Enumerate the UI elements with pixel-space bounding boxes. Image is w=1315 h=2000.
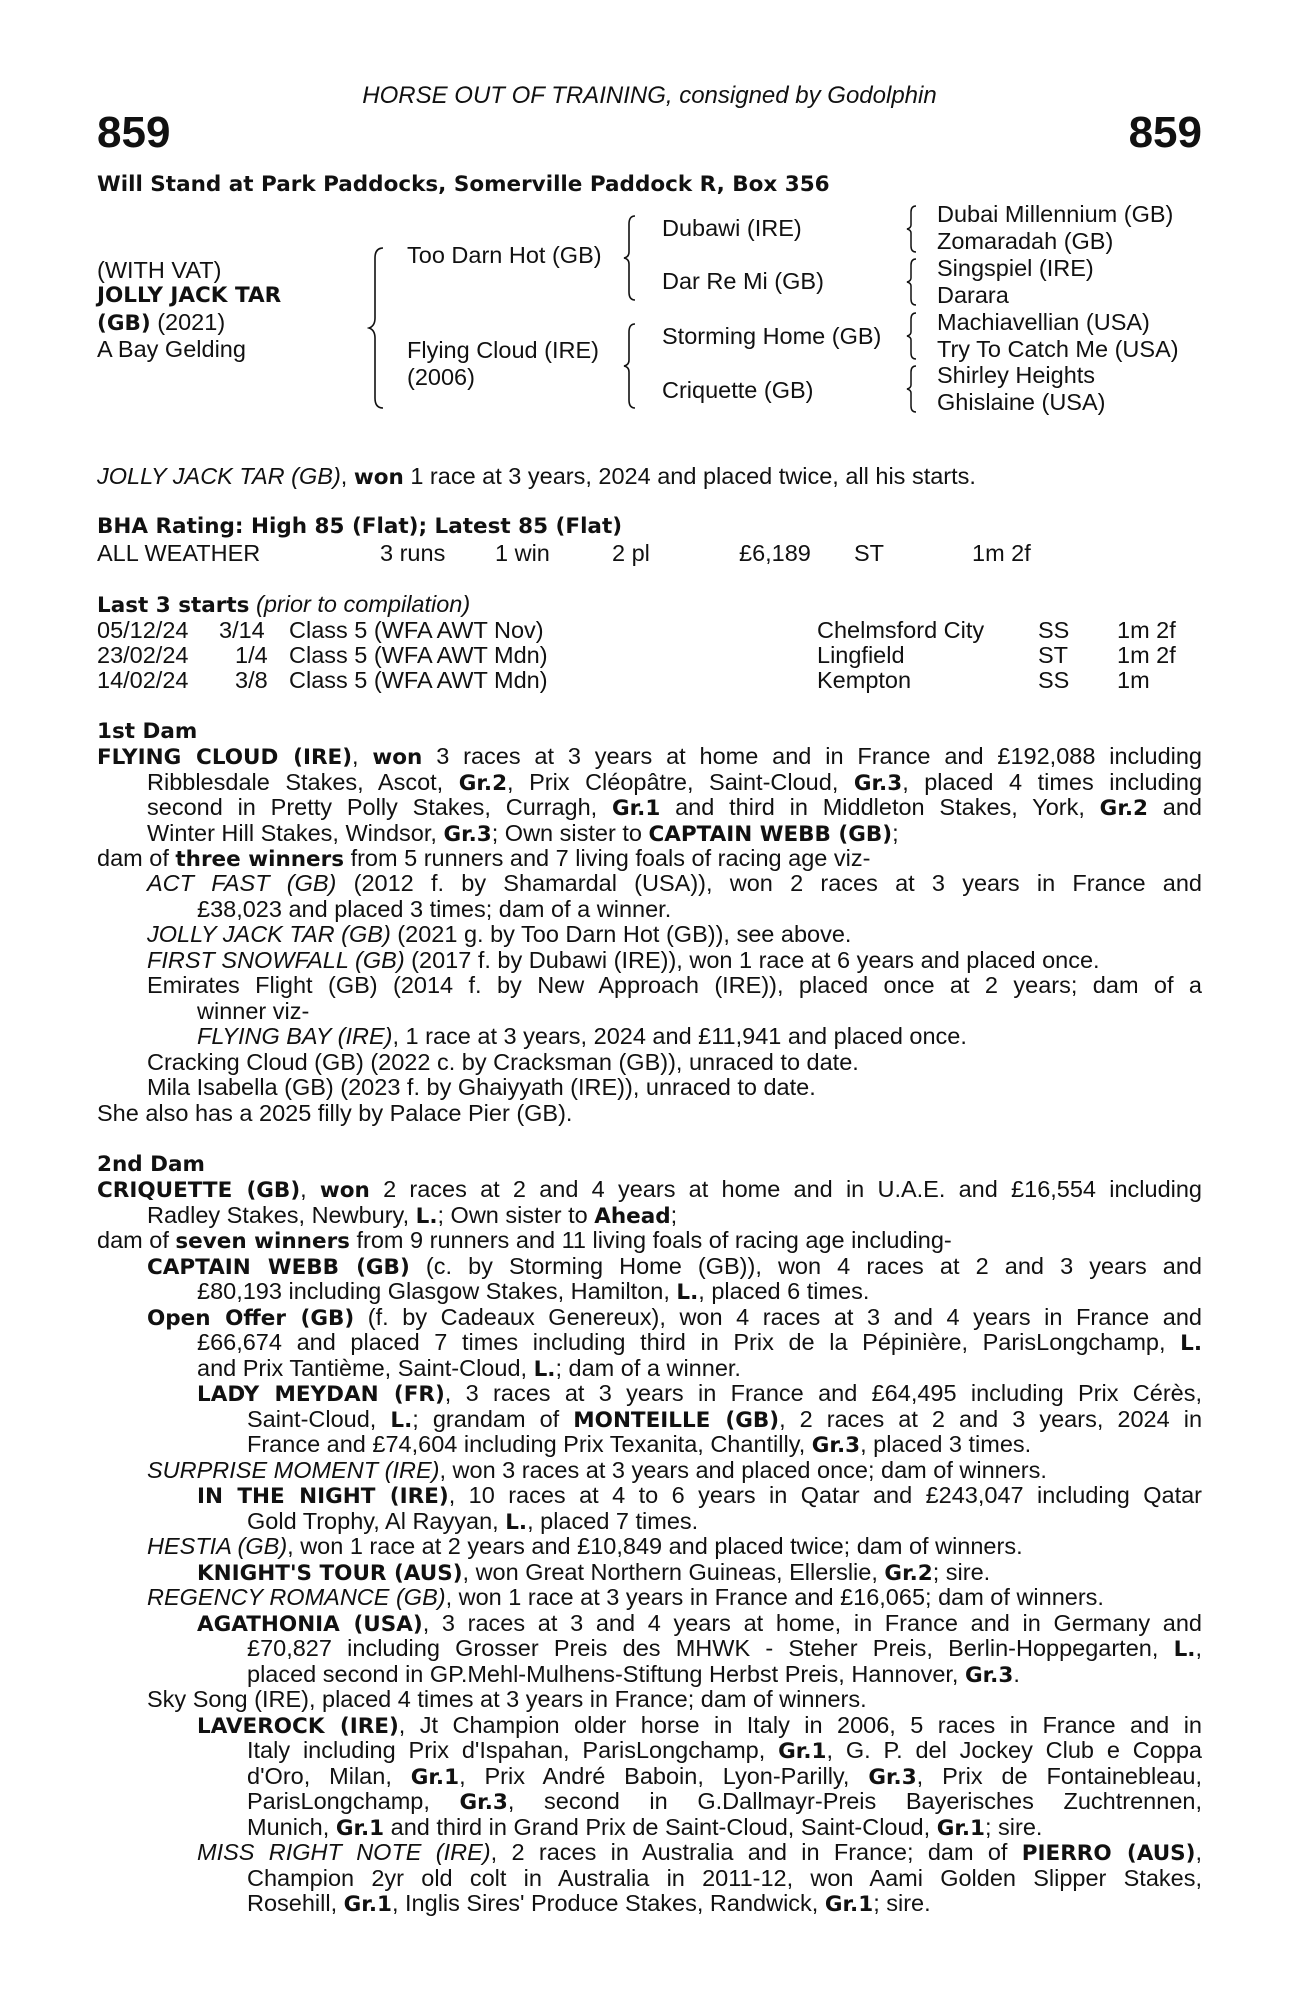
text-run: L. xyxy=(505,1510,528,1535)
text-run: Gr.1 xyxy=(824,1892,874,1917)
text-run: ; grandam of xyxy=(412,1406,574,1432)
text-run: Gr.1 xyxy=(778,1739,827,1764)
first-dam-line-1 xyxy=(97,744,1202,771)
text-run: , Jt Champion older horse in Italy in 2006, 5 races in France and in xyxy=(398,1712,1202,1738)
text-run: £70,827 including Grosser Preis des MHWK - Steher Preis, Berlin-Hoppegarten, xyxy=(247,1635,1174,1661)
text-run: Gr.2 xyxy=(458,771,508,796)
first-dam-line-14: Mila Isabella (GB) (2023 f. by Ghaiyyath (IRE)), unraced to date. xyxy=(147,1074,816,1100)
pedigree-brace-g4 xyxy=(905,364,919,414)
horse-country: (GB) xyxy=(97,311,151,336)
text-run: ; dam of a winner. xyxy=(555,1355,741,1381)
text-run: ; sire. xyxy=(873,1890,931,1916)
text-run: Gr.2 xyxy=(884,1561,933,1586)
start-surface: SS xyxy=(1038,667,1070,693)
first-dam-line-8 xyxy=(147,922,851,948)
text-run: Ahead xyxy=(594,1204,671,1229)
pedigree-brace-dam xyxy=(622,322,638,410)
text-run: , G. P. del Jockey Club e Coppa xyxy=(826,1737,1202,1763)
rating-distance: 1m 2f xyxy=(972,540,1031,566)
text-run: FIRST SNOWFALL (GB) xyxy=(147,947,405,973)
text-run: , xyxy=(1195,1635,1202,1661)
text-run: , xyxy=(1195,1839,1203,1865)
text-run: , placed 4 times including xyxy=(902,769,1203,795)
text-run: , second in G.Dallmayr-Preis Bayerisches Zuchtrennen, xyxy=(507,1788,1202,1814)
text-run: PIERRO (AUS) xyxy=(1021,1841,1196,1866)
start-distance: 1m 2f xyxy=(1117,617,1176,643)
second-dam-line-24 xyxy=(247,1764,1202,1791)
text-run: from 9 runners and 11 living foals of racing age including- xyxy=(349,1227,952,1253)
second-dam-line-23 xyxy=(247,1738,1202,1765)
second-dam-line-16 xyxy=(197,1560,990,1587)
horse-description: A Bay Gelding xyxy=(97,336,246,362)
start-race: Class 5 (WFA AWT Mdn) xyxy=(289,667,548,693)
text-run: , won Great Northern Guineas, Ellerslie, xyxy=(462,1559,885,1585)
text-run: second in Pretty Polly Stakes, Curragh, xyxy=(147,794,612,820)
text-run: dam of xyxy=(97,1227,176,1253)
text-run: MISS RIGHT NOTE (IRE) xyxy=(197,1839,491,1865)
text-run: , Prix de Fontainebleau, xyxy=(916,1763,1202,1789)
text-run: , Prix André Baboin, Lyon-Parilly, xyxy=(459,1763,869,1789)
text-run: L. xyxy=(1173,1637,1196,1662)
second-dam-line-14 xyxy=(247,1509,698,1536)
text-run: Italy including Prix d'Ispahan, ParisLongchamp, xyxy=(247,1737,779,1763)
start-race: Class 5 (WFA AWT Nov) xyxy=(289,617,544,643)
first-dam-line-11: winner viz- xyxy=(197,998,310,1024)
horse-name: JOLLY JACK TAR xyxy=(97,283,282,308)
pedigree-g1: Dubai Millennium (GB) xyxy=(937,201,1174,227)
text-run: MONTEILLE (GB) xyxy=(573,1408,780,1433)
text-run: , 3 races at 3 and 4 years at home, in France and in Germany and xyxy=(422,1610,1202,1636)
pedigree-brace-g2 xyxy=(905,257,919,307)
first-dam-line-13: Cracking Cloud (GB) (2022 c. by Cracksman (GB)), unraced to date. xyxy=(147,1049,859,1075)
pedigree-g5: Machiavellian (USA) xyxy=(937,309,1150,335)
text-run: Gr.3 xyxy=(965,1663,1014,1688)
text-run: JOLLY JACK TAR (GB) xyxy=(147,921,391,947)
text-run: CAPTAIN WEBB (GB) xyxy=(648,822,893,847)
start-distance: 1m xyxy=(1117,667,1150,693)
stand-location: Will Stand at Park Paddocks, Somerville Paddock R, Box 356 xyxy=(97,172,830,197)
text-run: from 5 runners and 7 living foals of racing age viz- xyxy=(344,845,871,871)
text-run: (2017 f. by Dubawi (IRE)), won 1 race at 6 years and placed once. xyxy=(404,947,1100,973)
text-run: CAPTAIN WEBB (GB) xyxy=(147,1255,410,1280)
text-run: , Prix Cléopâtre, Saint-Cloud, xyxy=(507,769,854,795)
text-run: , Inglis Sires' Produce Stakes, Randwick, xyxy=(391,1890,825,1916)
text-run: Rosehill, xyxy=(247,1890,344,1916)
second-dam-line-27 xyxy=(197,1840,1202,1867)
text-run: HESTIA (GB) xyxy=(147,1533,288,1559)
second-dam-line-13 xyxy=(197,1483,1202,1510)
pedigree-sire-dam: Dar Re Mi (GB) xyxy=(662,268,824,294)
first-dam-line-7: £38,023 and placed 3 times; dam of a winner. xyxy=(197,896,672,922)
text-run: , xyxy=(300,1176,320,1202)
second-dam-line-1 xyxy=(97,1177,1202,1204)
text-run: , won 1 race at 3 years in France and £16,065; dam of winners. xyxy=(445,1584,1104,1610)
summary-won: won xyxy=(353,465,404,490)
start-position: 3/14 xyxy=(219,617,265,643)
text-run: LAVEROCK (IRE) xyxy=(197,1714,399,1739)
text-run: L. xyxy=(390,1408,413,1433)
last-starts-heading xyxy=(97,591,470,618)
second-dam-line-20 xyxy=(247,1662,1020,1689)
first-dam-line-3 xyxy=(147,795,1202,822)
second-dam-line-22 xyxy=(197,1713,1202,1740)
second-dam-line-12 xyxy=(147,1458,1047,1484)
text-run: CRIQUETTE (GB) xyxy=(97,1178,301,1203)
pedigree-g8: Ghislaine (USA) xyxy=(937,389,1106,415)
second-dam-line-3 xyxy=(97,1228,952,1255)
second-dam-line-7 xyxy=(197,1330,1202,1357)
text-run: Gr.1 xyxy=(410,1765,460,1790)
catalogue-page xyxy=(97,0,1202,2000)
text-run: Gr.3 xyxy=(811,1433,861,1458)
text-run: Gr.1 xyxy=(335,1816,385,1841)
text-run: won xyxy=(372,745,423,770)
pedigree-g6: Try To Catch Me (USA) xyxy=(937,336,1179,362)
text-run: ; sire. xyxy=(985,1814,1043,1840)
text-run: L. xyxy=(415,1204,438,1229)
start-date: 23/02/24 xyxy=(97,642,189,668)
text-run: AGATHONIA (USA) xyxy=(197,1612,423,1637)
pedigree-g7: Shirley Heights xyxy=(937,362,1096,388)
race-summary: JOLLY JACK TAR (GB), won 1 race at 3 years, 2024 and placed twice, all his starts. xyxy=(97,463,976,490)
text-run: , won 3 races at 3 years and placed once; dam of winners. xyxy=(439,1457,1047,1483)
pedigree-brace-sire xyxy=(622,214,638,302)
start-surface: ST xyxy=(1038,642,1069,668)
second-dam-line-8 xyxy=(197,1356,741,1383)
second-dam-line-17 xyxy=(147,1585,1104,1611)
text-run: (2021 g. by Too Darn Hot (GB)), see above. xyxy=(390,921,852,947)
last-starts-title: Last 3 starts xyxy=(97,593,250,618)
text-run: , xyxy=(352,743,373,769)
text-run: Munich, xyxy=(247,1814,336,1840)
text-run: , 10 races at 4 to 6 years in Qatar and £243,047 including Qatar xyxy=(448,1482,1202,1508)
text-run: ACT FAST (GB) xyxy=(147,870,337,896)
text-run: , 2 races at 2 and 3 years, 2024 in xyxy=(779,1406,1203,1432)
text-run: £66,674 and placed 7 times including third in Prix de la Pépinière, ParisLongchamp, xyxy=(197,1329,1181,1355)
second-dam-heading: 2nd Dam xyxy=(97,1152,205,1177)
first-dam-line-6 xyxy=(147,871,1202,897)
text-run: and third in Middleton Stakes, York, xyxy=(660,794,1100,820)
text-run: (c. by Storming Home (GB)), won 4 races at 2 and 3 years and xyxy=(409,1253,1202,1279)
start-course: Lingfield xyxy=(817,642,905,668)
pedigree-sire: Too Darn Hot (GB) xyxy=(407,242,602,268)
first-dam-line-4 xyxy=(147,821,899,848)
text-run: and third in Grand Prix de Saint-Cloud, Saint-Cloud, xyxy=(384,1814,937,1840)
first-dam-heading: 1st Dam xyxy=(97,719,198,744)
second-dam-line-5 xyxy=(197,1279,869,1306)
text-run: ; xyxy=(670,1202,678,1228)
second-dam-line-29 xyxy=(247,1891,931,1918)
text-run: Gr.3 xyxy=(853,771,903,796)
pedigree-brace-main xyxy=(367,246,387,410)
pedigree-brace-g3 xyxy=(905,311,919,361)
text-run: FLYING BAY (IRE) xyxy=(197,1023,393,1049)
text-run: L. xyxy=(676,1280,699,1305)
text-run: , won 1 race at 2 years and £10,849 and placed twice; dam of winners. xyxy=(287,1533,1023,1559)
start-race: Class 5 (WFA AWT Mdn) xyxy=(289,642,548,668)
text-run: Gr.1 xyxy=(612,796,661,821)
start-course: Kempton xyxy=(817,667,912,693)
rating-heading: BHA Rating: High 85 (Flat); Latest 85 (Flat) xyxy=(97,514,623,539)
text-run: Gold Trophy, Al Rayyan, xyxy=(247,1508,506,1534)
last-starts-note: (prior to compilation) xyxy=(256,591,471,617)
text-run: SURPRISE MOMENT (IRE) xyxy=(147,1457,440,1483)
first-dam-line-10: Emirates Flight (GB) (2014 f. by New Approach (IRE)), placed once at 2 years; dam of a xyxy=(147,972,1202,998)
text-run: ; Own sister to xyxy=(437,1202,595,1228)
second-dam-line-26 xyxy=(247,1815,1042,1842)
text-run: IN THE NIGHT (IRE) xyxy=(197,1484,449,1509)
rating-surface: ALL WEATHER xyxy=(97,540,261,566)
second-dam-line-6 xyxy=(147,1305,1202,1332)
text-run: , placed 3 times. xyxy=(860,1431,1032,1457)
text-run: ; Own sister to xyxy=(491,820,649,846)
text-run: Ribblesdale Stakes, Ascot, xyxy=(147,769,459,795)
text-run: . xyxy=(1013,1661,1020,1687)
text-run: Gr.3 xyxy=(868,1765,917,1790)
pedigree-dam-dam: Criquette (GB) xyxy=(662,377,814,403)
start-date: 05/12/24 xyxy=(97,617,189,643)
text-run: and xyxy=(1147,794,1202,820)
text-run: , 2 races in Australia and in France; dam of xyxy=(490,1839,1022,1865)
text-run: ; sire. xyxy=(932,1559,991,1585)
second-dam-line-21: Sky Song (IRE), placed 4 times at 3 years in France; dam of winners. xyxy=(147,1686,867,1712)
start-surface: SS xyxy=(1038,617,1070,643)
text-run: 3 races at 3 years at home and in France and £192,088 including xyxy=(422,743,1203,769)
text-run: and Prix Tantième, Saint-Cloud, xyxy=(197,1355,534,1381)
second-dam-line-10 xyxy=(247,1407,1202,1434)
text-run: KNIGHT'S TOUR (AUS) xyxy=(197,1561,463,1586)
text-run: LADY MEYDAN (FR) xyxy=(197,1382,445,1407)
text-run: France and £74,604 including Prix Texanita, Chantilly, xyxy=(247,1431,812,1457)
start-course: Chelmsford City xyxy=(817,617,985,643)
text-run: 2 races at 2 and 4 years at home and in U.A.E. and £16,554 including xyxy=(369,1176,1202,1202)
text-run: FLYING CLOUD (IRE) xyxy=(97,745,353,770)
rating-placed: 2 pl xyxy=(612,540,650,566)
horse-year: (2021) xyxy=(157,309,226,335)
text-run: £80,193 including Glasgow Stakes, Hamilton, xyxy=(197,1278,677,1304)
text-run: Gr.3 xyxy=(459,1790,508,1815)
rating-runs: 3 runs xyxy=(380,540,446,566)
text-run: , placed 7 times. xyxy=(527,1508,699,1534)
horse-country-year xyxy=(97,309,225,336)
rating-earnings: £6,189 xyxy=(739,540,811,566)
first-dam-line-15: She also has a 2025 filly by Palace Pier (GB). xyxy=(97,1100,573,1126)
text-run: , placed 6 times. xyxy=(698,1278,870,1304)
text-run: Saint-Cloud, xyxy=(247,1406,391,1432)
text-run: L. xyxy=(533,1357,556,1382)
rating-going: ST xyxy=(854,540,885,566)
second-dam-line-28: Champion 2yr old colt in Australia in 2011-12, won Aami Golden Slipper Stakes, xyxy=(247,1865,1202,1891)
rating-wins: 1 win xyxy=(495,540,550,566)
text-run: Gr.1 xyxy=(936,1816,985,1841)
text-run: won xyxy=(319,1178,370,1203)
first-dam-line-12 xyxy=(197,1024,967,1050)
text-run: L. xyxy=(1180,1331,1202,1356)
text-run: (2012 f. by Shamardal (USA)), won 2 races at 3 years in France and xyxy=(336,870,1202,896)
text-run: ParisLongchamp, xyxy=(247,1788,460,1814)
text-run: Radley Stakes, Newbury, xyxy=(147,1202,416,1228)
second-dam-line-19 xyxy=(247,1636,1202,1663)
pedigree-dam-year: (2006) xyxy=(407,364,475,390)
text-run: , 3 races at 3 years in France and £64,495 including Prix Cérès, xyxy=(444,1380,1203,1406)
start-position: 1/4 xyxy=(235,642,268,668)
text-run: , 1 race at 3 years, 2024 and £11,941 and placed once. xyxy=(392,1023,967,1049)
pedigree-g2: Zomaradah (GB) xyxy=(937,228,1114,254)
text-run: ; xyxy=(892,820,899,846)
pedigree-g3: Singspiel (IRE) xyxy=(937,255,1094,281)
page-header: HORSE OUT OF TRAINING, consigned by Godolphin xyxy=(362,82,937,109)
first-dam-line-9 xyxy=(147,948,1100,974)
text-run: Gr.1 xyxy=(343,1892,392,1917)
start-date: 14/02/24 xyxy=(97,667,189,693)
text-run: d'Oro, Milan, xyxy=(247,1763,411,1789)
lot-number-left: 859 xyxy=(97,108,171,157)
text-run: three winners xyxy=(175,847,345,872)
text-run: Open Offer (GB) xyxy=(147,1306,355,1331)
text-run: Gr.2 xyxy=(1099,796,1148,821)
pedigree-g4: Darara xyxy=(937,282,1009,308)
first-dam-line-2 xyxy=(147,770,1202,797)
text-run: placed second in GP.Mehl-Mulhens-Stiftung Herbst Preis, Hannover, xyxy=(247,1661,965,1687)
summary-horse-name: JOLLY JACK TAR (GB) xyxy=(97,463,341,489)
lot-number-right: 859 xyxy=(1128,108,1202,157)
text-run: (f. by Cadeaux Genereux), won 4 races at 3 and 4 years in France and xyxy=(354,1304,1202,1330)
second-dam-line-18 xyxy=(197,1611,1202,1638)
text-run: REGENCY ROMANCE (GB) xyxy=(147,1584,446,1610)
second-dam-line-25 xyxy=(247,1789,1202,1816)
second-dam-line-15 xyxy=(147,1534,1023,1560)
text-run: Winter Hill Stakes, Windsor, xyxy=(147,820,444,846)
text-run: Gr.3 xyxy=(443,822,492,847)
second-dam-line-9 xyxy=(197,1381,1202,1408)
vat-note: (WITH VAT) xyxy=(97,257,222,283)
pedigree-sire-sire: Dubawi (IRE) xyxy=(662,215,802,241)
start-distance: 1m 2f xyxy=(1117,642,1176,668)
text-run: dam of xyxy=(97,845,176,871)
start-position: 3/8 xyxy=(235,667,268,693)
pedigree-dam-sire: Storming Home (GB) xyxy=(662,323,882,349)
second-dam-line-11 xyxy=(247,1432,1031,1459)
summary-rest: 1 race at 3 years, 2024 and placed twice, all his starts. xyxy=(410,463,976,489)
text-run: seven winners xyxy=(175,1229,350,1254)
first-dam-line-5 xyxy=(97,846,870,873)
pedigree-dam: Flying Cloud (IRE) xyxy=(407,337,599,363)
second-dam-line-4 xyxy=(147,1254,1202,1281)
pedigree-brace-g1 xyxy=(905,204,919,254)
second-dam-line-2 xyxy=(147,1203,677,1230)
